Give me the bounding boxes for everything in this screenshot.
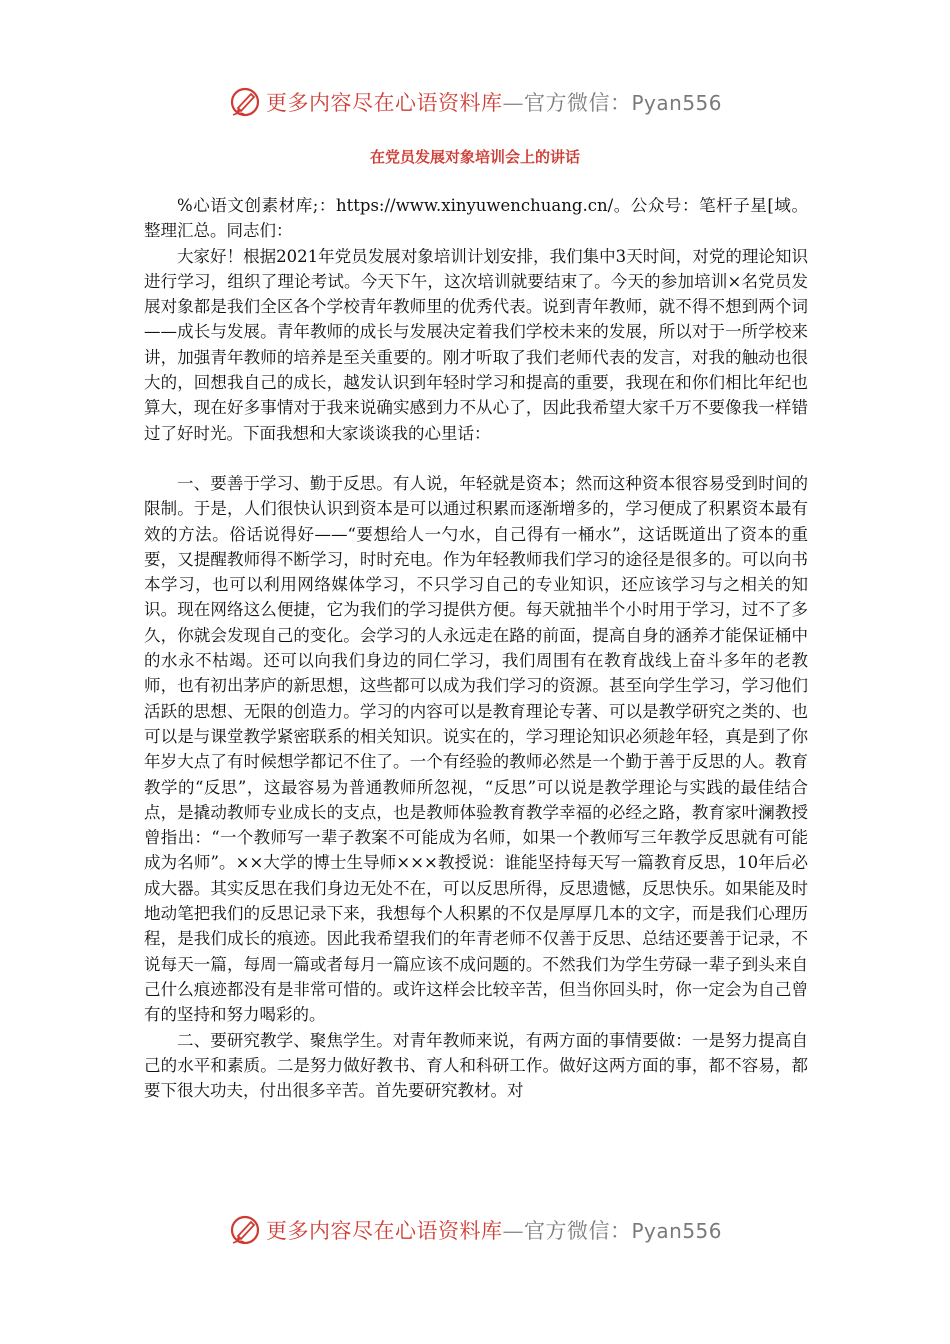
section-one-paragraph: 一、要善于学习、勤于反思。有人说，年轻就是资本；然而这种资本很容易受到时间的限制。于是，人们很快认识到资本是可以通过积累而逐渐增多的，学习便成了积累资本最有效的方法。俗话说得好——“要想给人一勺水，自己得有一桶水”，这话既道出了资本的重要，又提醒教师得不断学习，时时充电。作为年轻教师我们学习的途径是很多的。可以向书本学习，也可以利用网络媒体学习，不只学习自己的专业知识，还应该学习与之相关的知识。现在网络这么便捷，它为我们的学习提供方便。每天就抽半个小时用于学习，过不了多久，你就会发现自己的变化。会学习的人永远走在路的前面，提高自身的涵养才能保证桶中的水永不枯竭。还可以向我们身边的同仁学习，我们周围有在教育战线上奋斗多年的老教师，也有初出茅庐的新思想，这些都可以成为我们学习的资源。甚至向学生学习，学习他们活跃的思想、无限的创造力。学习的内容可以是教育理论专著、可以是教学研究之类的、也可以是与课堂教学紧密联系的相关知识。说实在的，学习理论知识必须趁年轻，真是到了你年岁大点了有时候想学都记不住了。一个有经验的教师必然是一个勤于善于反思的人。教育教学的“反思”，这最容易为普通教师所忽视，“反思”可以说是教学理论与实践的最佳结合点，是撬动教师专业成长的支点，也是教师体验教育教学幸福的必经之路，教育家叶澜教授曾指出：“一个教师写一辈子教案不可能成为名师，如果一个教师写三年教学反思就有可能成为名师”。××大学的博士生导师×××教授说：谁能坚持每天写一篇教育反思，10年后必成大器。其实反思在我们身边无处不在，可以反思所得，反思遗憾，反思快乐。如果能及时地动笔把我们的反思记录下来，我想每个人积累的不仅是厚厚几本的文字，而是我们心理历程，是我们成长的痕迹。因此我希望我们的年青老师不仅善于反思、总结还要善于记录，不说每天一篇，每周一篇或者每月一篇应该不成问题的。不然我们为学生劳碌一辈子到头来自己什么痕迹都没有是非常可惜的。或许这样会比较辛苦，但当你回头时，你一定会为自己曾有的坚持和努力喝彩的。 [144,473,808,1025]
section-two-paragraph: 二、要研究教学、聚焦学生。对青年教师来说，有两方面的事情要做：一是努力提高自己的水平和素质。二是努力做好教书、育人和科研工作。做好这两方面的事，都不容易，都要下很大功夫，付出很多辛苦。首先要研究教材。对 [144,1030,808,1101]
banner-wechat-id: Pyan556 [631,91,722,115]
banner-wechat-label: 官方微信： [523,1219,632,1243]
banner-slogan: 更多内容尽在心语资料库 [265,91,503,115]
footer-banner [0,1210,950,1250]
document-title: 在党员发展对象培训会上的讲话 [369,148,580,166]
opening-paragraph: 大家好！根据2021年党员发展对象培训计划安排，我们集中3天时间，对党的理论知识进行学习，组织了理论考试。今天下午，这次培训就要结束了。今天的参加培训×名党员发展对象都是我们全区各个学校青年教师里的优秀代表。说到青年教师，就不得不想到两个词——成长与发展。青年教师的成长与发展决定着我们学校未来的发展，所以对于一所学校来讲，加强青年教师的培养是至关重要的。刚才听取了我们老师代表的发言，对我的触动也很大的，回想我自己的成长，越发认识到年轻时学习和提高的重要，我现在和你们相比年纪也算大，现在好多事情对于我来说确实感到力不从心了，因此我希望大家千万不要像我一样错过了好时光。下面我想和大家谈谈我的心里话： [144,246,808,443]
banner-dash: — [502,91,524,115]
pen-logo-icon [228,1213,262,1247]
intro-paragraph: %心语文创素材库;：https://www.xinyuwenchuang.cn/。公众号：笔杆子星[域。整理汇总。同志们： [144,196,808,241]
document-body [144,193,808,1103]
banner-dash: — [502,1219,524,1243]
banner-wechat-id: Pyan556 [631,1219,722,1243]
banner-slogan: 更多内容尽在心语资料库 [265,1219,503,1243]
header-banner [0,82,950,122]
banner-wechat-label: 官方微信： [523,91,632,115]
pen-logo-icon [228,85,262,119]
